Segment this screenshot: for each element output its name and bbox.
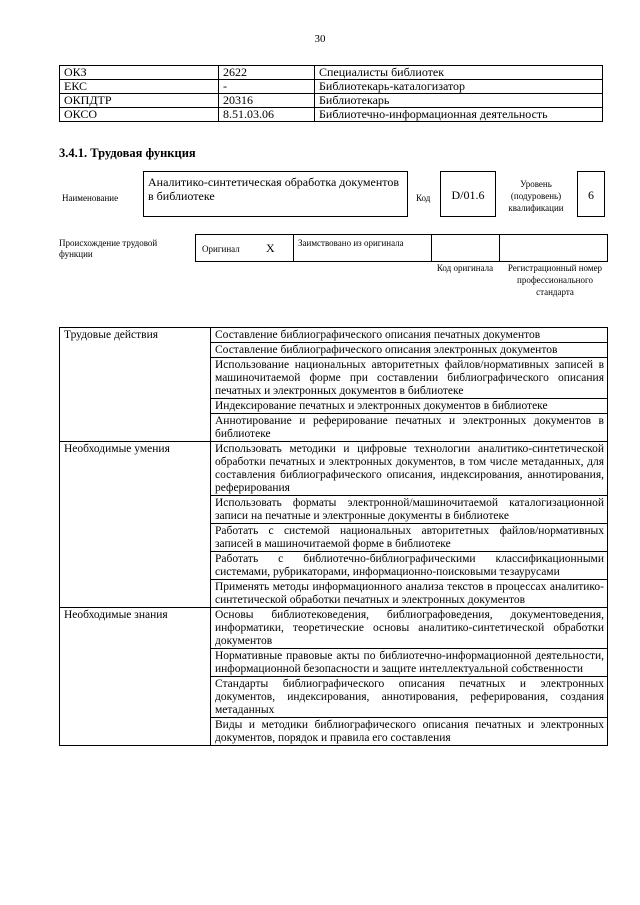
- section-heading: Необходимые знания: [60, 608, 211, 746]
- function-code-value: D/01.6: [440, 171, 496, 217]
- level-value: 6: [577, 171, 605, 217]
- classifier-code: 8.51.03.06: [219, 108, 315, 122]
- code-original-label: Код оригинала: [436, 263, 494, 273]
- table-cell: Виды и методики библиографического описания печатных и электронных документов, порядок и правила его составления: [211, 718, 608, 746]
- divider: [293, 235, 294, 261]
- classifier-type: ОКЗ: [60, 66, 219, 80]
- table-row: [60, 108, 603, 122]
- classifier-name: Специалисты библиотек: [315, 66, 603, 80]
- origin-label: Происхождение трудовой функции: [59, 238, 158, 259]
- reg-number-label: Регистрационный номер профессионального стандарта: [507, 263, 603, 297]
- table-row: [60, 442, 608, 496]
- table-row: [60, 80, 603, 94]
- name-label: Наименование: [62, 193, 119, 203]
- table-cell: Составление библиографического описания печатных документов: [211, 328, 608, 343]
- divider: [499, 235, 500, 261]
- table-cell: Использовать форматы электронной/машиночитаемой каталогизационной записи на печатные и электронные документы в библиотеке: [211, 496, 608, 524]
- section-title: 3.4.1. Трудовая функция: [59, 146, 196, 160]
- table-cell: Нормативные правовые акты по библиотечно-информационной деятельности, информационной безопасности и защите интеллектуальной собственности: [211, 649, 608, 677]
- classifier-type: ОКСО: [60, 108, 219, 122]
- page-number: 30: [314, 33, 326, 45]
- section-heading: Необходимые умения: [60, 442, 211, 608]
- original-mark: X: [266, 241, 275, 255]
- function-details-table: [59, 327, 608, 746]
- classifier-name: Библиотекарь-каталогизатор: [315, 80, 603, 94]
- classifier-name: Библиотечно-информационная деятельность: [315, 108, 603, 122]
- function-name-value: Аналитико-синтетическая обработка документов в библиотеке: [143, 171, 408, 217]
- table-cell: Использование национальных авторитетных файлов/нормативных записей в машиночитаемой форме при составлении библиографического описания печатных и электронных документов в библиотеке: [211, 358, 608, 399]
- table-cell: Стандарты библиографического описания печатных и электронных документов, индексирования, аннотирования, реферирования, создания метаданных: [211, 677, 608, 718]
- section-heading: Трудовые действия: [60, 328, 211, 442]
- classifier-code: 20316: [219, 94, 315, 108]
- table-cell: Составление библиографического описания электронных документов: [211, 343, 608, 358]
- table-cell: Основы библиотековедения, библиографоведения, документоведения, информатики, теоретические основы аналитико-синтетической обработки документов: [211, 608, 608, 649]
- code-label: Код: [416, 193, 431, 203]
- table-cell: Индексирование печатных и электронных документов в библиотеке: [211, 399, 608, 414]
- table-row: [60, 328, 608, 343]
- table-cell: Работать с библиотечно-библиографическими классификационными системами, рубрикаторами, информационно-поисковыми тезаурусами: [211, 552, 608, 580]
- table-cell: Применять методы информационного анализа текстов в процессах аналитико-синтетической обработки печатных и электронных документов: [211, 580, 608, 608]
- table-cell: Аннотирование и реферирование печатных и электронных документов в библиотеке: [211, 414, 608, 442]
- table-row: [60, 66, 603, 80]
- table-cell: Использовать методики и цифровые технологии аналитико-синтетической обработки печатных и электронных документов, в том числе метаданных, для составления библиографического описания, индексирования, аннотирования, реферирования: [211, 442, 608, 496]
- classifier-code: -: [219, 80, 315, 94]
- borrowed-label: Заимствовано из оригинала: [298, 238, 404, 248]
- classifier-type: ЕКС: [60, 80, 219, 94]
- classifier-code: 2622: [219, 66, 315, 80]
- table-row: [60, 94, 603, 108]
- table-cell: Работать с системой национальных авторитетных файлов/нормативных записей в машиночитаемой форме в библиотеке: [211, 524, 608, 552]
- divider: [431, 235, 432, 261]
- classifier-name: Библиотекарь: [315, 94, 603, 108]
- classifier-type: ОКПДТР: [60, 94, 219, 108]
- original-label: Оригинал: [202, 244, 240, 254]
- level-label: Уровень (подуровень) квалификации: [508, 179, 564, 213]
- classifier-table: [59, 65, 603, 122]
- table-row: [60, 608, 608, 649]
- origin-box: [195, 234, 608, 262]
